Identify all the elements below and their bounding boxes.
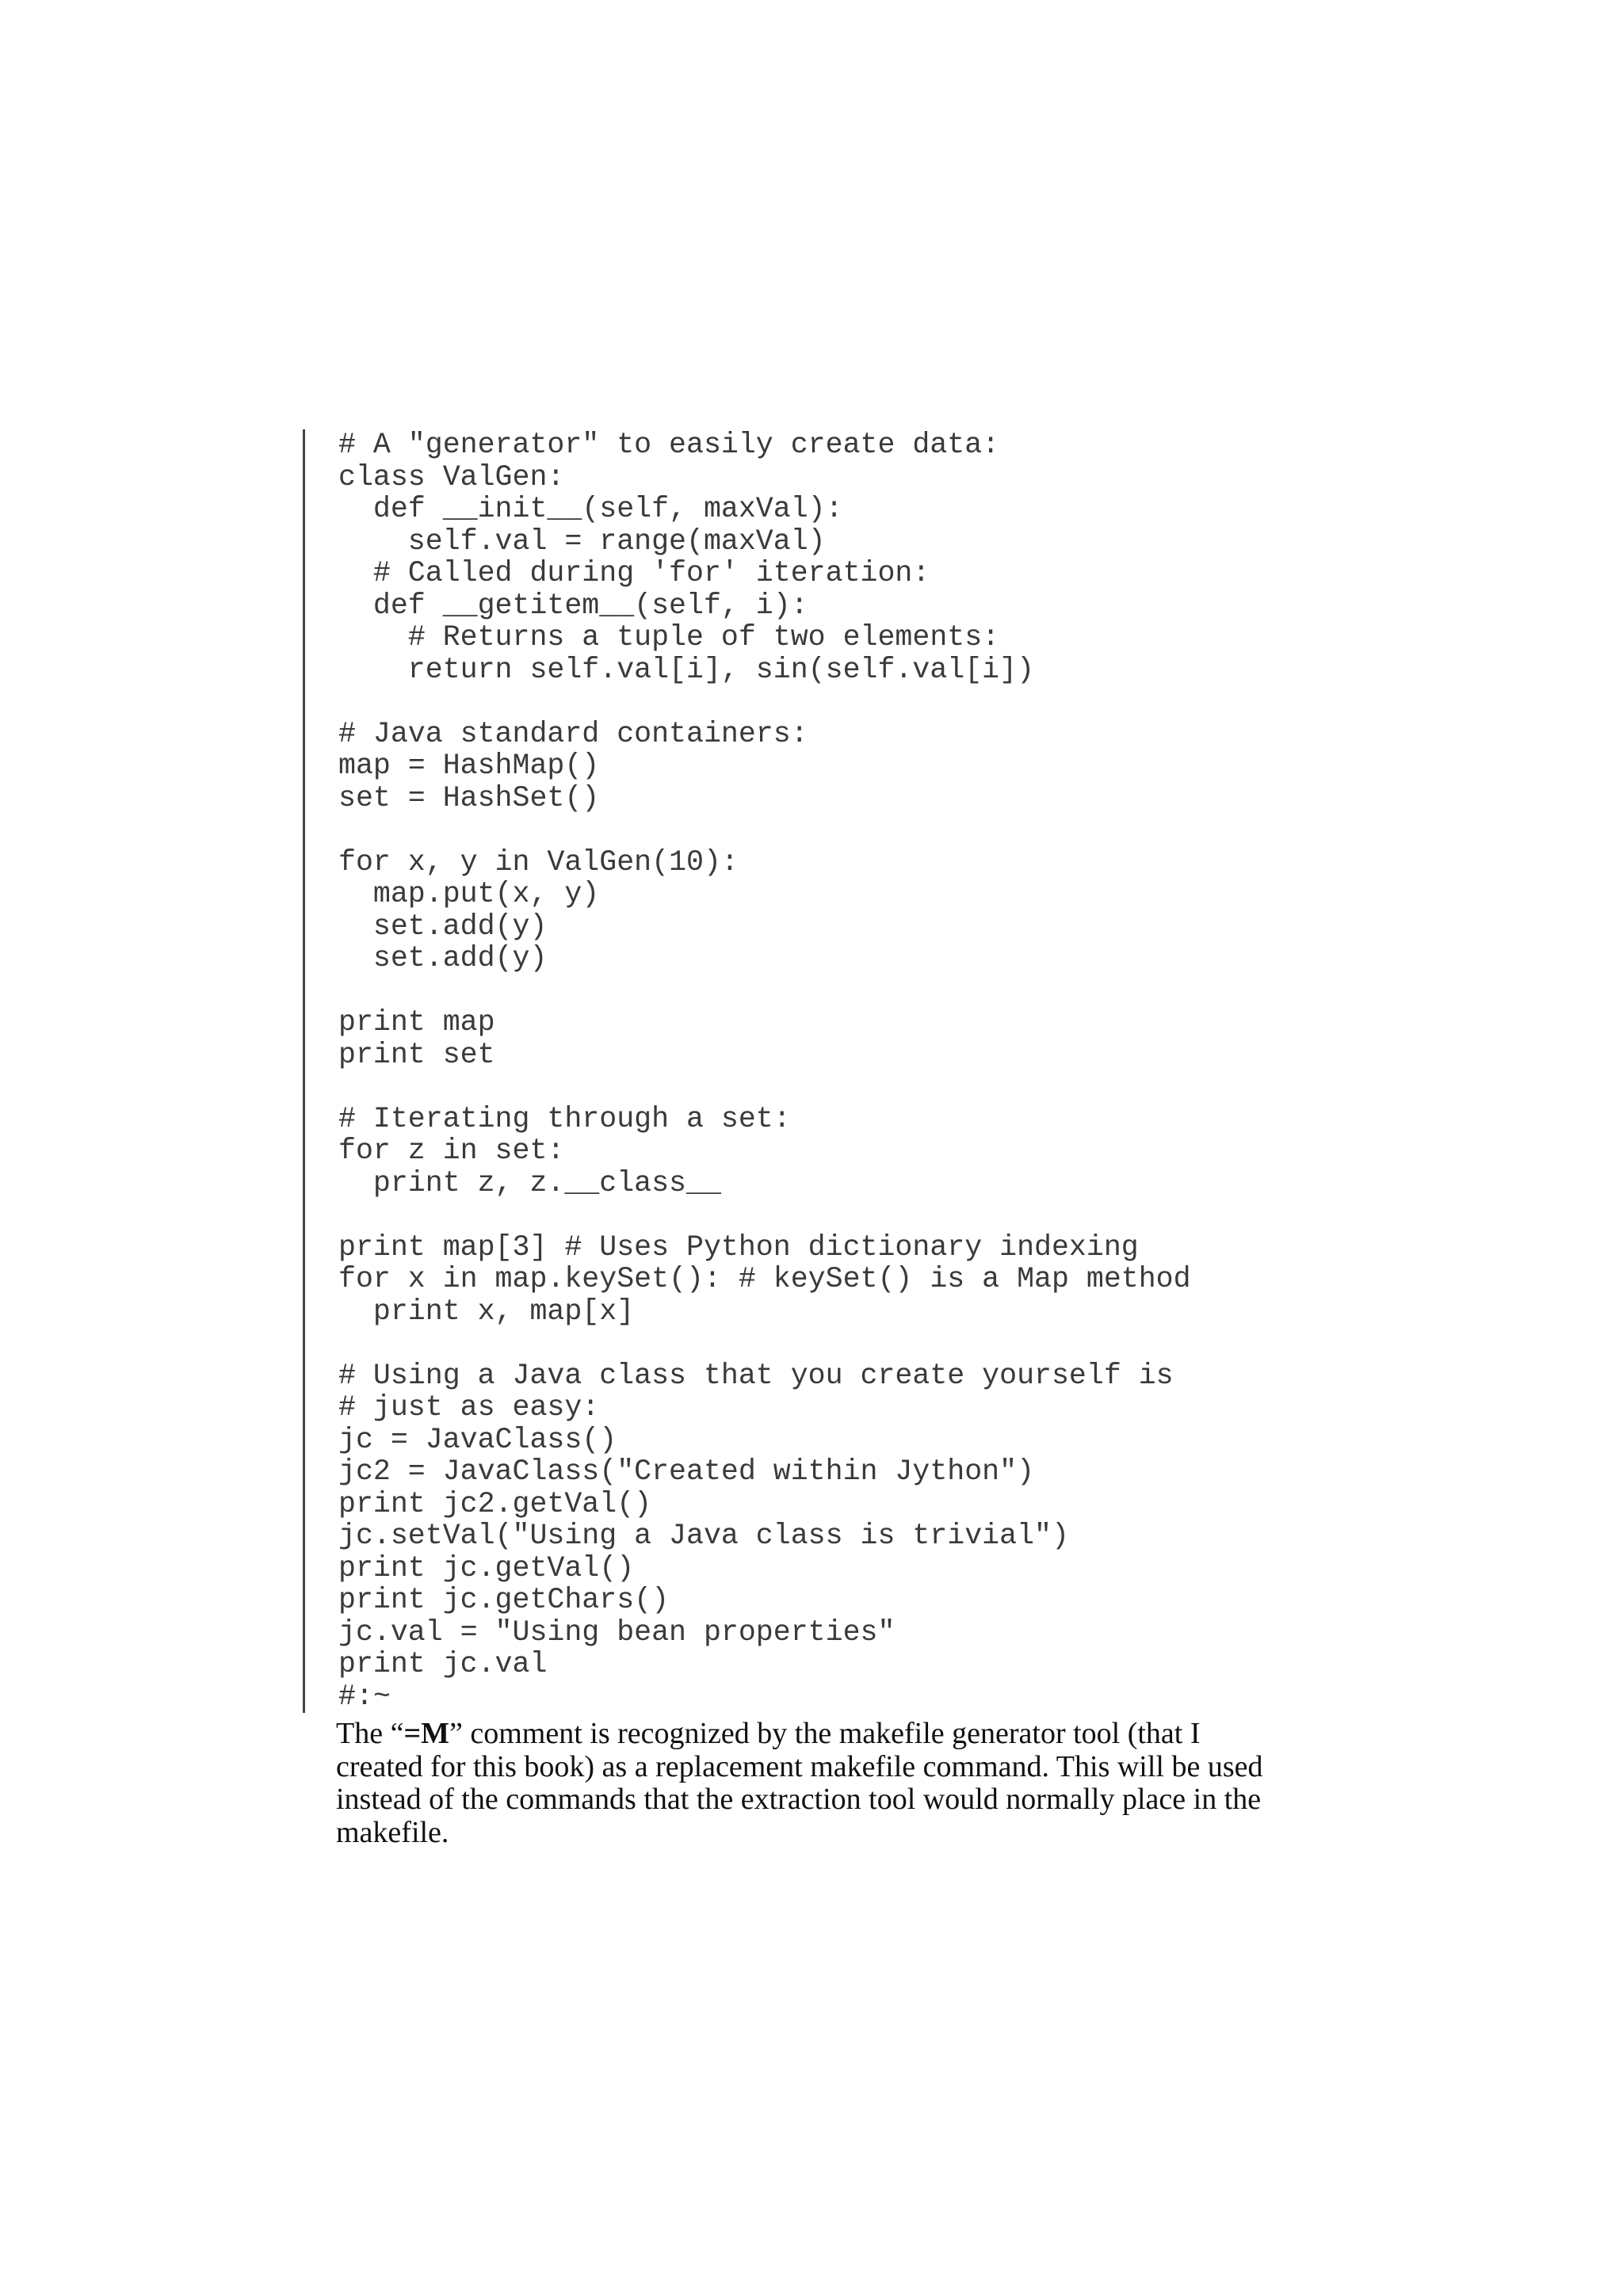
code-line: jc2 = JavaClass("Created within Jython") (338, 1455, 1035, 1488)
code-line: print z, z.__class__ (338, 1166, 721, 1199)
code-line: print jc.val (338, 1648, 548, 1680)
code-line: # Java standard containers: (338, 717, 808, 750)
code-line: print map[3] # Uses Python dictionary indexing (338, 1230, 1139, 1264)
code-line: map = HashMap() (338, 749, 600, 782)
code-listing (303, 429, 1319, 1713)
code-line (338, 975, 1191, 1008)
code-line: # Using a Java class that you create yourself is (338, 1359, 1174, 1392)
code-line (338, 814, 1191, 847)
code-line: for x, y in ValGen(10): (338, 845, 739, 879)
code-line: self.val = range(maxVal) (338, 524, 826, 558)
code-line (338, 1328, 1191, 1360)
code-line (338, 686, 1191, 719)
code-line: print jc2.getVal() (338, 1487, 652, 1520)
code-line: for z in set: (338, 1135, 565, 1167)
code-line: #:~ (338, 1680, 391, 1713)
code-line: jc.val = "Using bean properties" (338, 1615, 896, 1649)
paragraph-text-end: ” comment is recognized by the makefile generator tool (that I created for this book) as a replacement makefile command. This will be used instead of the commands that the extraction tool would normally place in the makefile. (336, 1717, 1263, 1849)
code-line: return self.val[i], sin(self.val[i]) (338, 653, 1035, 686)
code-lines (338, 429, 1191, 1713)
code-line: set.add(y) (338, 942, 548, 974)
code-line: # Returns a tuple of two elements: (338, 621, 1000, 654)
paragraph-text-start: The “ (336, 1717, 404, 1750)
code-line: # just as easy: (338, 1391, 600, 1424)
code-line: map.put(x, y) (338, 878, 600, 910)
code-line: set.add(y) (338, 910, 548, 943)
code-line: def __getitem__(self, i): (338, 589, 808, 622)
body-paragraph (336, 1718, 1271, 1849)
code-line: jc = JavaClass() (338, 1423, 617, 1456)
paragraph-bold-term: =M (403, 1717, 449, 1750)
code-line: # A "generator" to easily create data: (338, 429, 1000, 461)
code-line: set = HashSet() (338, 781, 600, 814)
code-line: for x in map.keySet(): # keySet() is a Map method (338, 1263, 1191, 1295)
code-line: def __init__(self, maxVal): (338, 493, 843, 525)
code-line: class ValGen: (338, 460, 565, 494)
code-line: # Iterating through a set: (338, 1102, 791, 1135)
code-line (338, 1199, 1191, 1232)
code-line: # Called during 'for' iteration: (338, 557, 930, 589)
code-line: jc.setVal("Using a Java class is trivial") (338, 1520, 1069, 1552)
code-line: print map (338, 1006, 495, 1039)
code-line: print jc.getVal() (338, 1551, 635, 1585)
code-line: print x, map[x] (338, 1295, 635, 1328)
code-line: print jc.getChars() (338, 1584, 670, 1616)
code-line (338, 1071, 1191, 1104)
code-line: print set (338, 1038, 495, 1071)
